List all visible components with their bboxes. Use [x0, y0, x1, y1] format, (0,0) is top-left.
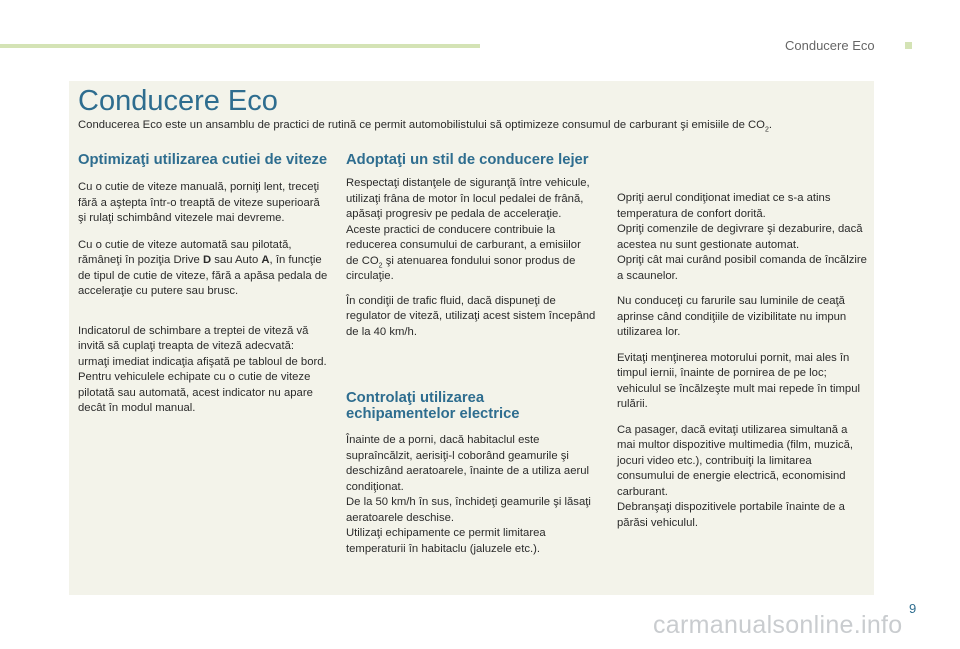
paragraph-cruise-control: În condiţii de trafic fluid, dacă dispuneţi de regulator de viteză, utilizaţi acest sistem începând de la 40 km/h. — [346, 294, 596, 338]
paragraph-gear-indicator: Indicatorul de schimbare a treptei de viteză vă invită să cuplaţi treapta de viteză adecvată: urmaţi imediat indicaţia afişată pe tabloul de bord. Pentru vehiculele echipate cu o cutie de viteze pilotată sau automată, acest indicator nu apare decât în modul manual. — [78, 324, 327, 414]
paragraph-manual-gearbox: Cu o cutie de viteze manuală, porniţi lent, treceţi fără a aştepta într-o treaptă de viteze superioară şi rulaţi schimbând vitezele mai devreme. — [78, 181, 320, 224]
header-section-title: Conducere Eco — [785, 38, 875, 53]
paragraph-fog-lights: Nu conduceţi cu farurile sau luminile de ceaţă aprinse când condiţiile de vizibilitate nu impun utilizarea lor. — [617, 295, 847, 338]
heading-gearbox: Optimizaţi utilizarea cutiei de viteze — [78, 152, 328, 168]
paragraph-air-conditioning: Opriţi aerul condiţionat imediat ce s-a atins temperatura de confort dorită. Opriţi comenzile de degivrare şi dezaburire, dacă acestea nu sunt gestionate automat. Opriţi cât mai curând posibil comanda de încălzire a scaunelor. — [617, 192, 867, 282]
intro-paragraph: Conducerea Eco este un ansamblu de practici de rutină ce permit automobilistului să optimizeze consumul de carburant şi emisiile de $CO_2$. — [78, 119, 772, 134]
column-1 — [78, 152, 328, 417]
top-rule — [0, 44, 480, 48]
page-title: Conducere Eco — [78, 85, 278, 117]
column-3 — [617, 191, 867, 531]
paragraph-electrical-equipment: Înainte de a porni, dacă habitaclul este supraîncălzit, aerisiţi-l coborând geamurile şi deschizând aeratoarele, înainte de a utiliza aerul condiţionat. De la 50 km/h în sus, închideţi geamurile şi lăsaţi aeratoarele deschise. Utilizaţi echipamente ce permit limitarea temperaturii în habitaclu (jaluzele etc.). — [346, 434, 591, 555]
paragraph-automatic-gearbox: Cu o cutie de viteze automată sau pilotată, rămâneţi în poziţia Drive D sau Auto A, în funcţie de tipul de cutie de viteze, fără a apăsa pedala de acceleraţie cu putere sau brusc. — [78, 238, 328, 297]
paragraph-multimedia: Ca pasager, dacă evitaţi utilizarea simultană a mai multor dispozitive multimedia (film, muzică, jocuri video etc.), contribuiţi la limitarea consumului de energie electrică, economisind carburant. Debranşaţi dispozitivele portabile înainte de a părăsi vehiculul. — [617, 423, 854, 529]
watermark-link[interactable]: carmanualsonline.info — [653, 611, 903, 639]
heading-electrical-equipment: Controlaţi utilizarea echipamentelor electrice — [346, 390, 520, 422]
paragraph-engine-idle: Evitaţi menţinerea motorului pornit, mai ales în timpul iernii, înainte de pornirea de pe loc; vehiculul se încălzeşte mult mai repede în timpul rulării. — [617, 351, 860, 410]
page-number: 9 — [909, 601, 917, 616]
paragraph-driving-style: Respectaţi distanţele de siguranţă între vehicule, utilizaţi frâna de motor în locul pedalei de frână, apăsaţi progresiv pe pedala de acceleraţie. Aceste practici de conducere contribuie la reducerea consumului de carburant, a emisiilor de $CO_2$ şi atenuarea fondului sonor produs de circulaţie. — [346, 177, 590, 282]
header-square-marker — [905, 42, 912, 49]
column-2 — [346, 152, 596, 557]
heading-driving-style: Adoptaţi un stil de conducere lejer — [346, 152, 589, 168]
